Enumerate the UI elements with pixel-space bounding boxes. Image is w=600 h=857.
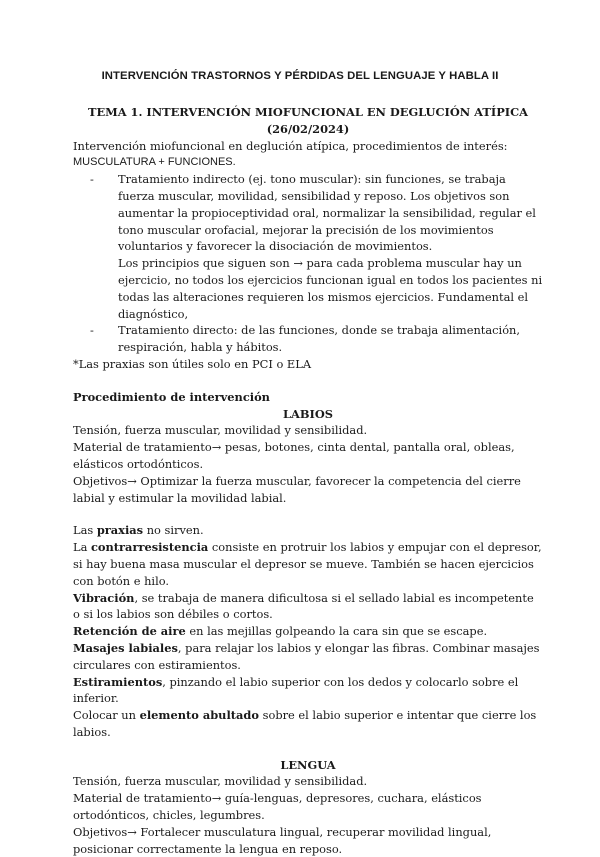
lengua-material: Material de tratamiento→ guía-lenguas, depresores, cuchara, elásticos ortodónticos, chicles, legumbres. xyxy=(73,791,482,823)
labios-contrarresistencia: La contrarresistencia consiste en protruir los labios y empujar con el depresor, si hay buena masa muscular el depresor se mueve. También se hacen ejercicios con botón e hilo. xyxy=(73,540,542,588)
list-item-directo xyxy=(73,322,543,356)
lengua-heading: LENGUA xyxy=(280,757,336,772)
labios-heading: LABIOS xyxy=(283,406,333,421)
labios-elemento: Colocar un elemento abultado sobre el labio superior e intentar que cierre los labios. xyxy=(73,708,537,739)
labios-objetivos: Objetivos→ Optimizar la fuerza muscular, favorecer la competencia del cierre labial y estimular la movilidad labial. xyxy=(73,473,521,505)
bullet-indirecto-text: Tratamiento indirecto (ej. tono muscular): sin funciones, se trabaja fuerza muscular, movilidad, sensibilidad y reposo. Los objetivos son aumentar la propioceptividad oral, normalizar la sensibilidad, regular el tono muscular orofacial, mejorar la precisión de los movimientos voluntarios y favorecer la disociación de movimientos. xyxy=(118,172,536,254)
labios-tension: Tensión, fuerza muscular, movilidad y sensibilidad. xyxy=(73,423,368,438)
document-body xyxy=(73,104,543,857)
labios-vibracion: Vibración, se trabaja de manera dificultosa si el sellado labial es incompetente o si los labios son débiles o cortos. xyxy=(73,590,534,622)
lengua-objetivos: Objetivos→ Fortalecer musculatura lingual, recuperar movilidad lingual, posicionar correctamente la lengua en reposo. xyxy=(73,824,492,856)
bullet-directo-text: Tratamiento directo: de las funciones, donde se trabaja alimentación, respiración, habla y hábitos. xyxy=(118,323,521,355)
intro-musculatura: MUSCULATURA + FUNCIONES. xyxy=(73,156,236,169)
labios-estiramientos: Estiramientos, pinzando el labio superior con los dedos y colocarlo sobre el inferior. xyxy=(73,674,519,706)
procedimiento-heading: Procedimiento de intervención xyxy=(73,389,270,404)
bullet-principios-text: Los principios que siguen son → para cada problema muscular hay un ejercicio, no todos los ejercicios funcionan igual en todos los pacientes ni todas las alteraciones requieren los mismos ejercicios. Fundamental el diagnóstico, xyxy=(118,256,543,321)
labios-retencion: Retención de aire en las mejillas golpeando la cara sin que se escape. xyxy=(73,624,488,639)
tema-heading: TEMA 1. INTERVENCIÓN MIOFUNCIONAL EN DEGLUCIÓN ATÍPICA (26/02/2024) xyxy=(87,105,529,136)
labios-material: Material de tratamiento→ pesas, botones, cinta dental, pantalla oral, obleas, elásticos ortodónticos. xyxy=(73,440,515,471)
praxias-note: *Las praxias son útiles solo en PCI o ELA xyxy=(73,356,312,371)
list-dash: - xyxy=(90,323,94,338)
intro-line: Intervención miofuncional en deglución atípica, procedimientos de interés: xyxy=(73,138,508,153)
document-title: INTERVENCIÓN TRASTORNOS Y PÉRDIDAS DEL LENGUAJE Y HABLA II xyxy=(101,70,499,82)
list-item-indirecto xyxy=(73,171,543,322)
list-dash: - xyxy=(90,172,94,187)
lengua-tension: Tensión, fuerza muscular, movilidad y sensibilidad. xyxy=(73,774,368,789)
labios-praxias: Las praxias no sirven. xyxy=(73,523,204,538)
labios-masajes: Masajes labiales, para relajar los labios y elongar las fibras. Combinar masajes circulares con estiramientos. xyxy=(73,640,540,672)
